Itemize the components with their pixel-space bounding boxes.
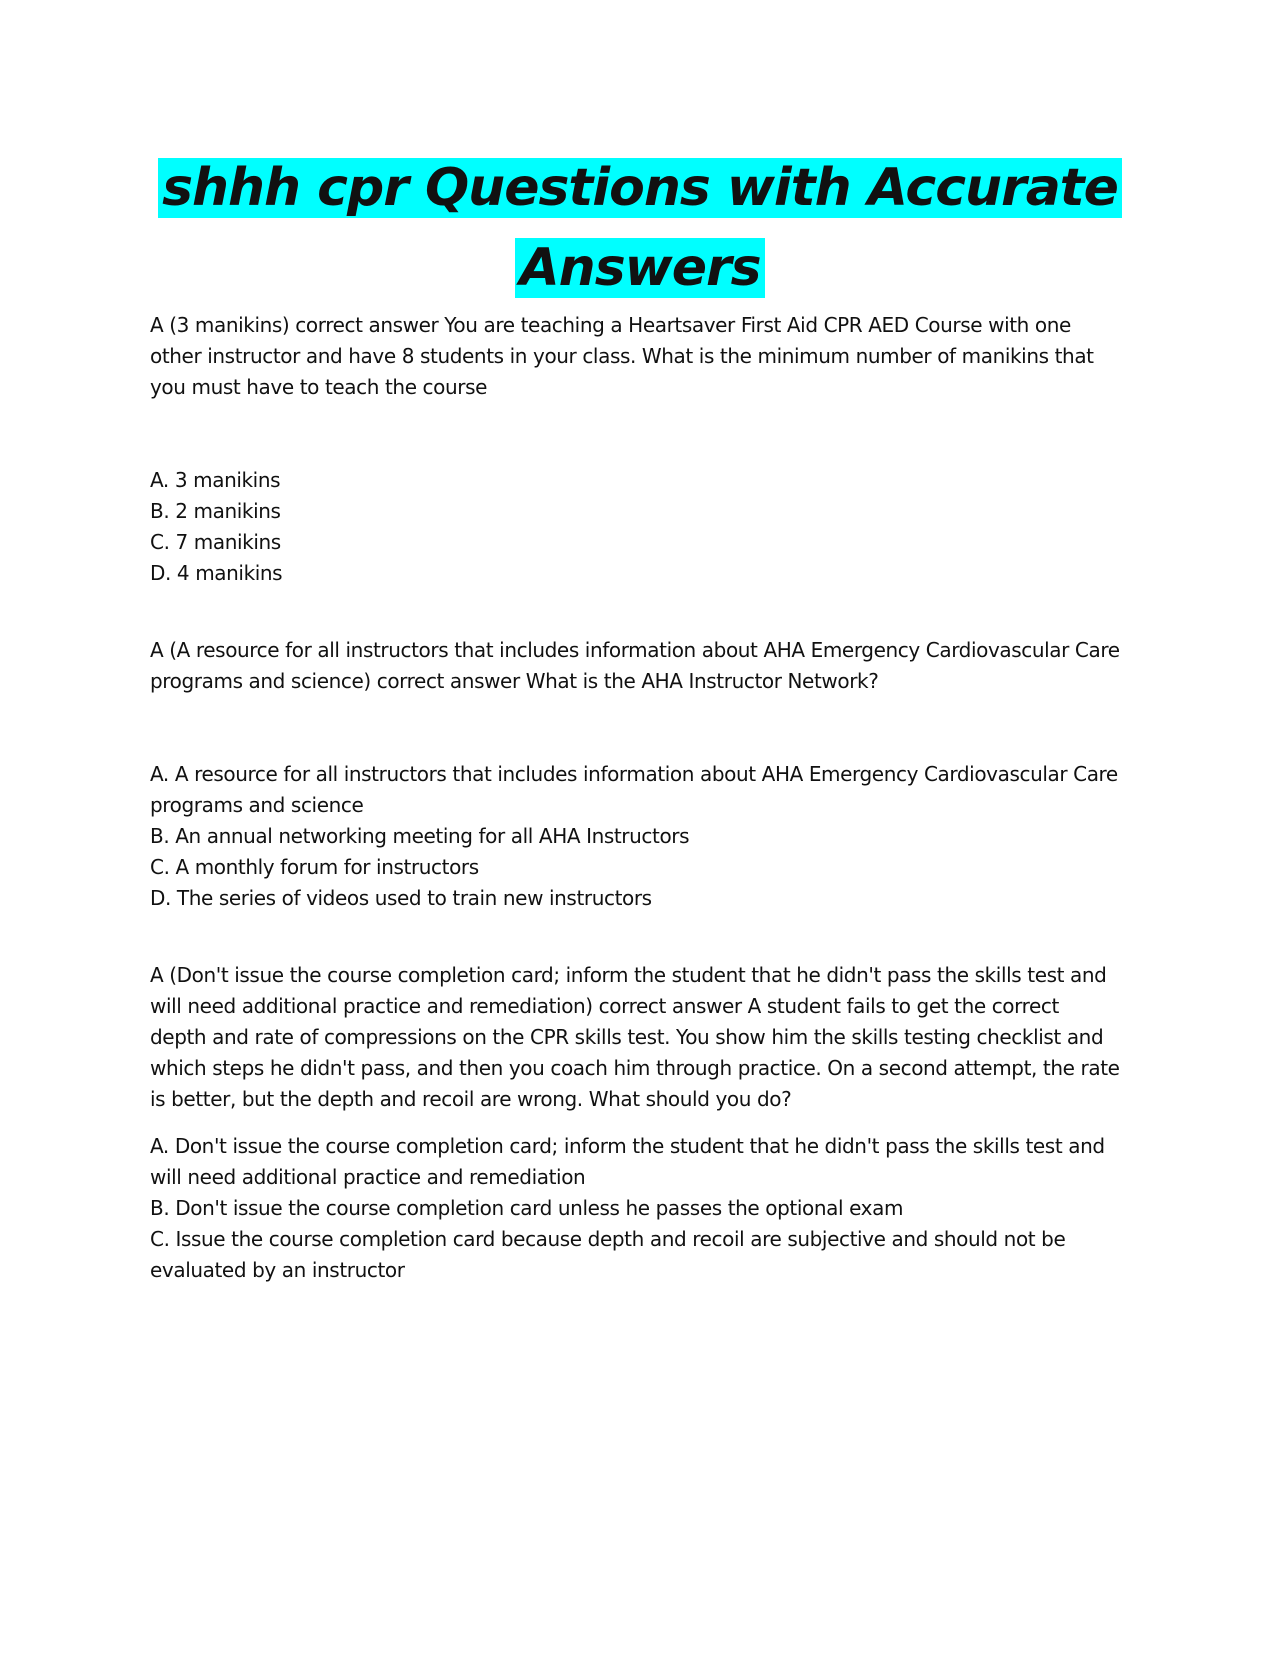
question-block-1 <box>150 310 1120 589</box>
option-item: C. 7 manikins <box>150 530 281 554</box>
option-item: A. A resource for all instructors that includes information about AHA Emergency Cardiovascular Care programs and science <box>150 762 1118 817</box>
question-text: A (Don't issue the course completion card; inform the student that he didn't pass the skills test and will need additional practice and remediation) correct answer A student fails to get the correct depth and rate of compressions on the CPR skills test. You show him the skills testing checklist and which steps he didn't pass, and then you coach him through practice. On a second attempt, the rate is better, but the depth and recoil are wrong. What should you do? <box>150 963 1120 1111</box>
question-block-3 <box>150 960 1120 1286</box>
option-list <box>150 465 1120 589</box>
option-list <box>150 759 1120 914</box>
option-item: A. Don't issue the course completion card; inform the student that he didn't pass the skills test and will need additional practice and remediation <box>150 1134 1105 1189</box>
option-item: B. An annual networking meeting for all AHA Instructors <box>150 824 690 848</box>
question-block-2 <box>150 635 1120 914</box>
option-list <box>150 1131 1120 1286</box>
option-item: D. The series of videos used to train new instructors <box>150 886 652 910</box>
title-line-2: Answers <box>515 238 764 298</box>
option-item: B. Don't issue the course completion card unless he passes the optional exam <box>150 1196 904 1220</box>
document-title <box>150 148 1130 308</box>
option-item: D. 4 manikins <box>150 561 283 585</box>
option-item: C. A monthly forum for instructors <box>150 855 479 879</box>
question-text: A (3 manikins) correct answer You are teaching a Heartsaver First Aid CPR AED Course with one other instructor and have 8 students in your class. What is the minimum number of manikins that you must have to teach the course <box>150 313 1094 399</box>
option-item: C. Issue the course completion card because depth and recoil are subjective and should not be evaluated by an instructor <box>150 1227 1066 1282</box>
question-text: A (A resource for all instructors that includes information about AHA Emergency Cardiovascular Care programs and science) correct answer What is the AHA Instructor Network? <box>150 638 1120 693</box>
document-body <box>150 310 1120 1286</box>
option-item: B. 2 manikins <box>150 499 281 523</box>
title-line-1: shhh cpr Questions with Accurate <box>158 158 1122 218</box>
option-item: A. 3 manikins <box>150 468 281 492</box>
